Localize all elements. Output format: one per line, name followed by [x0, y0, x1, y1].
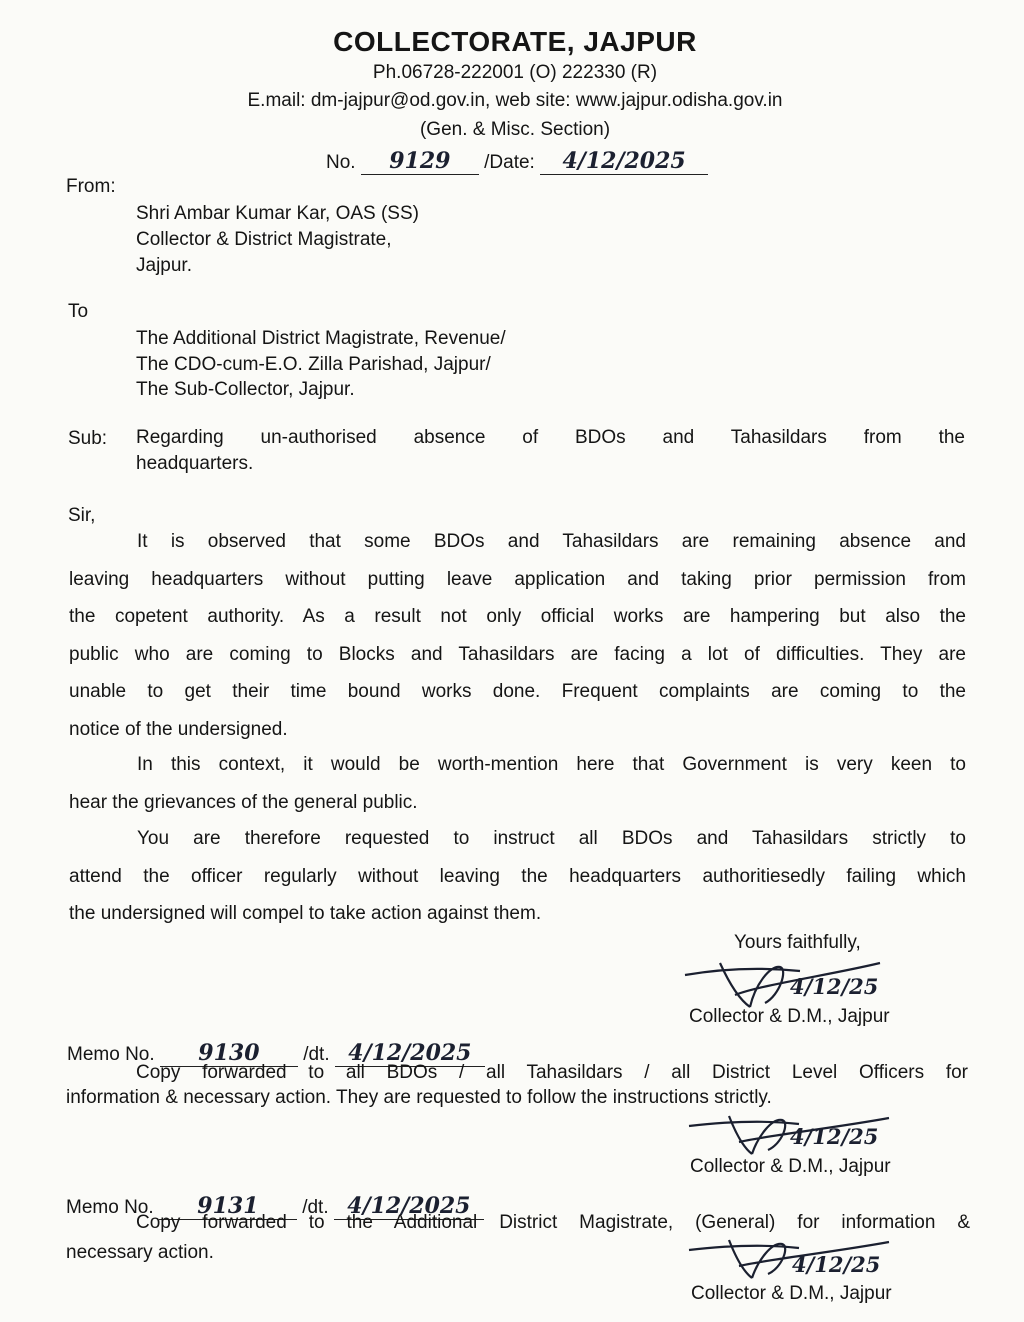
- salutation: Sir,: [68, 505, 96, 526]
- from-line-2: Collector & District Magistrate,: [136, 229, 392, 250]
- to-line-3: The Sub-Collector, Jajpur.: [136, 379, 355, 400]
- closing: Yours faithfully,: [734, 932, 861, 953]
- to-line-1: The Additional District Magistrate, Revenue/: [136, 328, 506, 349]
- letter-date-value: 4/12/2025: [540, 148, 708, 175]
- office-contact: E.mail: dm-jajpur@od.gov.in, web site: www.jajpur.odisha.gov.in: [247, 90, 783, 111]
- to-label: To: [68, 301, 89, 322]
- letter-date-label: /Date:: [484, 152, 535, 173]
- from-line-3: Jajpur.: [136, 255, 192, 276]
- section-name: (Gen. & Misc. Section): [419, 119, 611, 140]
- office-phone: Ph.06728-222001 (O) 222330 (R): [372, 62, 658, 83]
- memo-text-line-2: necessary action.: [66, 1242, 214, 1263]
- memo-label: Memo No.: [66, 1197, 154, 1218]
- body-line: hear the grievances of the general public.: [69, 791, 418, 813]
- body-paragraph-1: [69, 523, 966, 748]
- from-line-1: Shri Ambar Kumar Kar, OAS (SS): [136, 203, 419, 224]
- subject-line-2: headquarters.: [136, 453, 254, 474]
- subject-label: Sub:: [68, 428, 108, 449]
- office-title: COLLECTORATE, JAJPUR: [333, 26, 697, 57]
- letter-number-line: [326, 148, 708, 175]
- body-line: leaving headquarters without putting leave application and taking prior permission from: [69, 568, 966, 590]
- body-line: public who are coming to Blocks and Tahasildars are facing a lot of difficulties. They are: [69, 643, 966, 665]
- memo-text-line-2: information & necessary action. They are requested to follow the instructions strictly.: [66, 1087, 772, 1108]
- body-line: You are therefore requested to instruct all BDOs and Tahasildars strictly to: [137, 828, 966, 849]
- letter-number-label: No.: [326, 152, 356, 173]
- to-line-2: The CDO-cum-E.O. Zilla Parishad, Jajpur/: [136, 354, 491, 375]
- memo-date-label: /dt.: [302, 1197, 329, 1218]
- signature-date: 4/12/25: [790, 1124, 879, 1149]
- signature-date: 4/12/25: [790, 974, 879, 999]
- body-paragraph-2: [69, 746, 966, 821]
- signatory-designation: Collector & D.M., Jajpur: [690, 1156, 891, 1177]
- body-line: notice of the undersigned.: [69, 718, 288, 740]
- letter-number-value: 9129: [361, 148, 479, 175]
- memo-date-value: 4/12/2025: [334, 1193, 484, 1220]
- body-paragraph-3: [69, 820, 966, 933]
- memo-date-label: /dt.: [303, 1044, 330, 1065]
- body-line: It is observed that some BDOs and Tahasildars are remaining absence and: [137, 531, 966, 552]
- body-line: unable to get their time bound works done. Frequent complaints are coming to the: [69, 681, 966, 702]
- signature-date: 4/12/25: [792, 1252, 881, 1277]
- signatory-designation: Collector & D.M., Jajpur: [691, 1283, 892, 1304]
- body-line: attend the officer regularly without leaving the headquarters authoritiesedly failing which: [69, 865, 966, 887]
- memo-number-value: 9131: [159, 1193, 297, 1220]
- memo-number-value: 9130: [160, 1040, 298, 1067]
- memo-date-value: 4/12/2025: [335, 1040, 485, 1067]
- memo-label: Memo No.: [67, 1044, 155, 1065]
- signatory-designation: Collector & D.M., Jajpur: [689, 1006, 890, 1027]
- subject-line-1: Regarding un-authorised absence of BDOs and Tahasildars from the: [136, 427, 965, 448]
- from-label: From:: [66, 176, 116, 197]
- body-line: In this context, it would be worth-mention here that Government is very keen to: [137, 754, 966, 775]
- body-line: the copetent authority. As a result not only official works are hampering but also the: [69, 606, 966, 627]
- body-line: the undersigned will compel to take action against them.: [69, 903, 542, 924]
- memo-text-line-1: Copy forwarded to all BDOs / all Tahasildars / all District Level Officers for: [136, 1062, 968, 1083]
- memo-text-line-1: Copy forwarded to the Additional District Magistrate, (General) for information &: [136, 1212, 970, 1233]
